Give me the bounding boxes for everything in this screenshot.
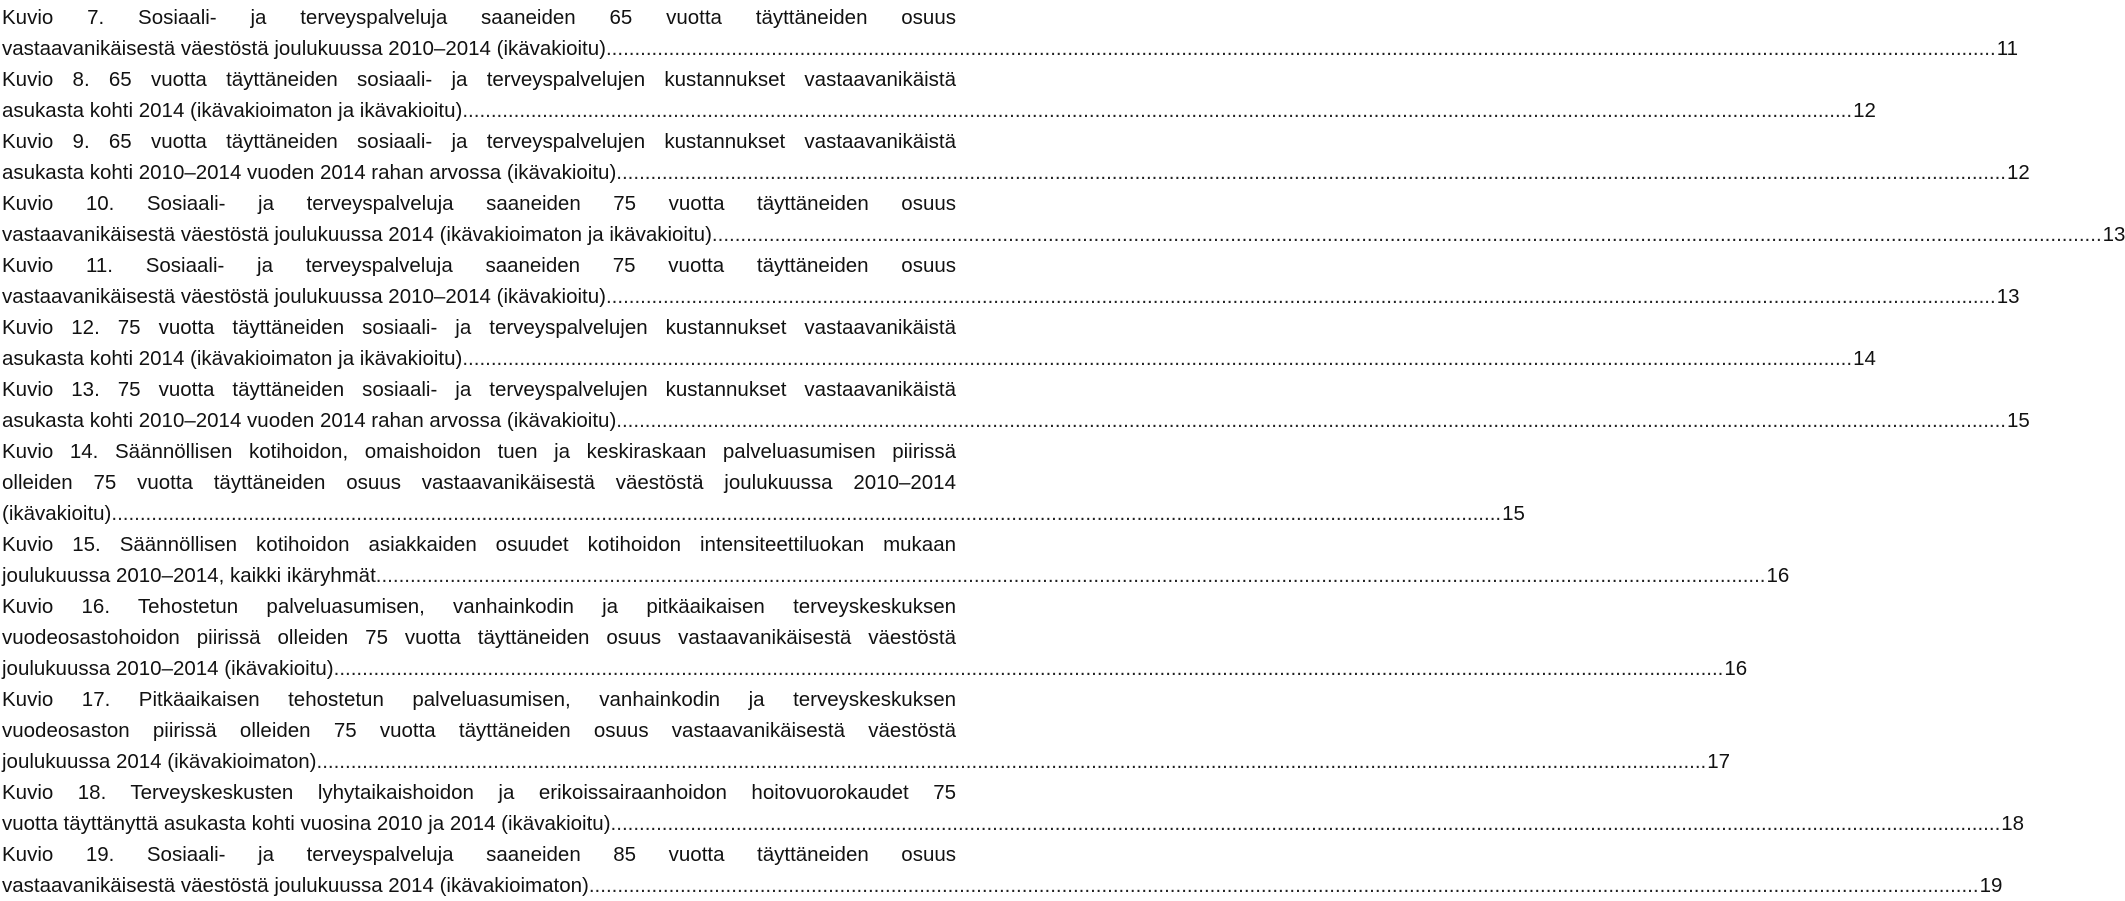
dot-leader bbox=[616, 157, 2006, 188]
toc-entry-text-line: Kuvio 14. Säännöllisen kotihoidon, omaishoidon tuen ja keskiraskaan palveluasumisen piirissä bbox=[2, 440, 956, 463]
toc-entry-text: joulukuussa 2014 (ikävakioimaton) bbox=[2, 750, 317, 773]
toc-entry-text-line: Kuvio 10. Sosiaali- ja terveyspalveluja saaneiden 75 vuotta täyttäneiden osuus bbox=[2, 192, 956, 215]
toc-entry-text: joulukuussa 2010–2014, kaikki ikäryhmät bbox=[2, 564, 376, 587]
toc-entry-page-number: 16 bbox=[1724, 657, 1748, 680]
toc-entry-last-line bbox=[2, 343, 1876, 374]
toc-entry-last-line bbox=[2, 653, 1748, 684]
toc-entry-last-line bbox=[2, 405, 2030, 436]
dot-leader bbox=[589, 870, 1979, 901]
toc-entry-text-line: vuodeosaston piirissä olleiden 75 vuotta täyttäneiden osuus vastaavanikäisestä väestöstä bbox=[2, 719, 956, 742]
toc-entry-text: vastaavanikäisestä väestöstä joulukuussa 2014 (ikävakioimaton ja ikävakioitu) bbox=[2, 223, 712, 246]
toc-entry[interactable] bbox=[2, 64, 1876, 126]
toc-entry-last-line bbox=[2, 808, 2025, 839]
toc-entry-text: asukasta kohti 2010–2014 vuoden 2014 rahan arvossa (ikävakioitu) bbox=[2, 161, 617, 184]
toc-entry-text-line: Kuvio 15. Säännöllisen kotihoidon asiakkaiden osuudet kotihoidon intensiteettiluokan mukaan bbox=[2, 533, 956, 556]
toc-entry-page-number: 11 bbox=[1996, 37, 2018, 60]
toc-entry-page-number: 14 bbox=[1853, 347, 1876, 370]
toc-entry[interactable] bbox=[2, 436, 1525, 529]
toc-entry-text: joulukuussa 2010–2014 (ikävakioitu) bbox=[2, 657, 334, 680]
toc-entry-text-line: Kuvio 13. 75 vuotta täyttäneiden sosiaali- ja terveyspalvelujen kustannukset vastaavanikäistä bbox=[2, 378, 956, 401]
toc-entry-text: vuotta täyttänyttä asukasta kohti vuosina 2010 ja 2014 (ikävakioitu) bbox=[2, 812, 611, 835]
toc-entry-page-number: 12 bbox=[2007, 161, 2030, 184]
toc-entry[interactable] bbox=[2, 250, 2020, 312]
toc-entry-last-line bbox=[2, 281, 2020, 312]
toc-entry-text: asukasta kohti 2014 (ikävakioimaton ja ikävakioitu) bbox=[2, 347, 463, 370]
dot-leader bbox=[616, 405, 2006, 436]
toc-entry-last-line bbox=[2, 870, 2003, 901]
toc-entry-page-number: 12 bbox=[1853, 99, 1876, 122]
toc-entry-text-line: Kuvio 7. Sosiaali- ja terveyspalveluja saaneiden 65 vuotta täyttäneiden osuus bbox=[2, 6, 956, 29]
toc-entry[interactable] bbox=[2, 777, 2025, 839]
toc-entry[interactable] bbox=[2, 529, 1790, 591]
toc-entry-text: vastaavanikäisestä väestöstä joulukuussa 2010–2014 (ikävakioitu) bbox=[2, 285, 606, 308]
toc-entry-text-line: Kuvio 17. Pitkäaikaisen tehostetun palveluasumisen, vanhainkodin ja terveyskeskuksen bbox=[2, 688, 956, 711]
toc-entry-page-number: 16 bbox=[1766, 564, 1790, 587]
toc-entry-page-number: 18 bbox=[2001, 812, 2025, 835]
toc-entry-text-line: Kuvio 8. 65 vuotta täyttäneiden sosiaali- ja terveyspalvelujen kustannukset vastaavanikäistä bbox=[2, 68, 956, 91]
toc-entry-text: (ikävakioitu) bbox=[2, 502, 112, 525]
toc-entry-text-line: Kuvio 9. 65 vuotta täyttäneiden sosiaali- ja terveyspalvelujen kustannukset vastaavanikäistä bbox=[2, 130, 956, 153]
toc-entry-last-line bbox=[2, 219, 2125, 250]
toc-entry[interactable] bbox=[2, 188, 2125, 250]
toc-entry-text: vastaavanikäisestä väestöstä joulukuussa 2010–2014 (ikävakioitu) bbox=[2, 37, 606, 60]
toc-entry-text-line: Kuvio 18. Terveyskeskusten lyhytaikaishoidon ja erikoissairaanhoidon hoitovuorokaudet 75 bbox=[2, 781, 956, 804]
toc-entry-text-line: Kuvio 19. Sosiaali- ja terveyspalveluja saaneiden 85 vuotta täyttäneiden osuus bbox=[2, 843, 956, 866]
dot-leader bbox=[462, 343, 1852, 374]
toc-entry[interactable] bbox=[2, 591, 1748, 684]
dot-leader bbox=[111, 498, 1501, 529]
toc-entry-text: asukasta kohti 2014 (ikävakioimaton ja ikävakioitu) bbox=[2, 99, 463, 122]
toc-entry[interactable] bbox=[2, 312, 1876, 374]
toc-entry-text-line: Kuvio 11. Sosiaali- ja terveyspalveluja saaneiden 75 vuotta täyttäneiden osuus bbox=[2, 254, 956, 277]
toc-entry-last-line bbox=[2, 746, 1731, 777]
dot-leader bbox=[334, 653, 1724, 684]
toc-entry-text-line: vuodeosastohoidon piirissä olleiden 75 vuotta täyttäneiden osuus vastaavanikäisestä väestöstä bbox=[2, 626, 956, 649]
toc-entry-page-number: 19 bbox=[1979, 874, 2003, 897]
toc-entry-last-line bbox=[2, 157, 2030, 188]
toc-entry-last-line bbox=[2, 95, 1876, 126]
toc-entry-text: vastaavanikäisestä väestöstä joulukuussa 2014 (ikävakioimaton) bbox=[2, 874, 589, 897]
toc-entry-last-line bbox=[2, 560, 1790, 591]
toc-entry-text-line: Kuvio 12. 75 vuotta täyttäneiden sosiaali- ja terveyspalvelujen kustannukset vastaavanikäistä bbox=[2, 316, 956, 339]
dot-leader bbox=[462, 95, 1852, 126]
toc-entry-page-number: 15 bbox=[2007, 409, 2030, 432]
dot-leader bbox=[317, 746, 1707, 777]
dot-leader bbox=[376, 560, 1766, 591]
table-of-figures bbox=[2, 2, 2125, 901]
toc-entry-last-line bbox=[2, 498, 1525, 529]
toc-entry[interactable] bbox=[2, 2, 2018, 64]
toc-entry-text-line: Kuvio 16. Tehostetun palveluasumisen, vanhainkodin ja pitkäaikaisen terveyskeskuksen bbox=[2, 595, 956, 618]
toc-entry-page-number: 15 bbox=[1502, 502, 1525, 525]
toc-entry-last-line bbox=[2, 33, 2018, 64]
toc-entry-page-number: 17 bbox=[1707, 750, 1731, 773]
toc-entry[interactable] bbox=[2, 839, 2003, 901]
dot-leader bbox=[712, 219, 2102, 250]
toc-entry-page-number: 13 bbox=[2102, 223, 2125, 246]
toc-entry-text: asukasta kohti 2010–2014 vuoden 2014 rahan arvossa (ikävakioitu) bbox=[2, 409, 617, 432]
toc-entry[interactable] bbox=[2, 126, 2030, 188]
toc-entry[interactable] bbox=[2, 374, 2030, 436]
dot-leader bbox=[606, 33, 1996, 64]
toc-entry[interactable] bbox=[2, 684, 1731, 777]
dot-leader bbox=[606, 281, 1996, 312]
toc-entry-text-line: olleiden 75 vuotta täyttäneiden osuus vastaavanikäisestä väestöstä joulukuussa 2010–2014 bbox=[2, 471, 956, 494]
dot-leader bbox=[611, 808, 2001, 839]
toc-entry-page-number: 13 bbox=[1996, 285, 2020, 308]
